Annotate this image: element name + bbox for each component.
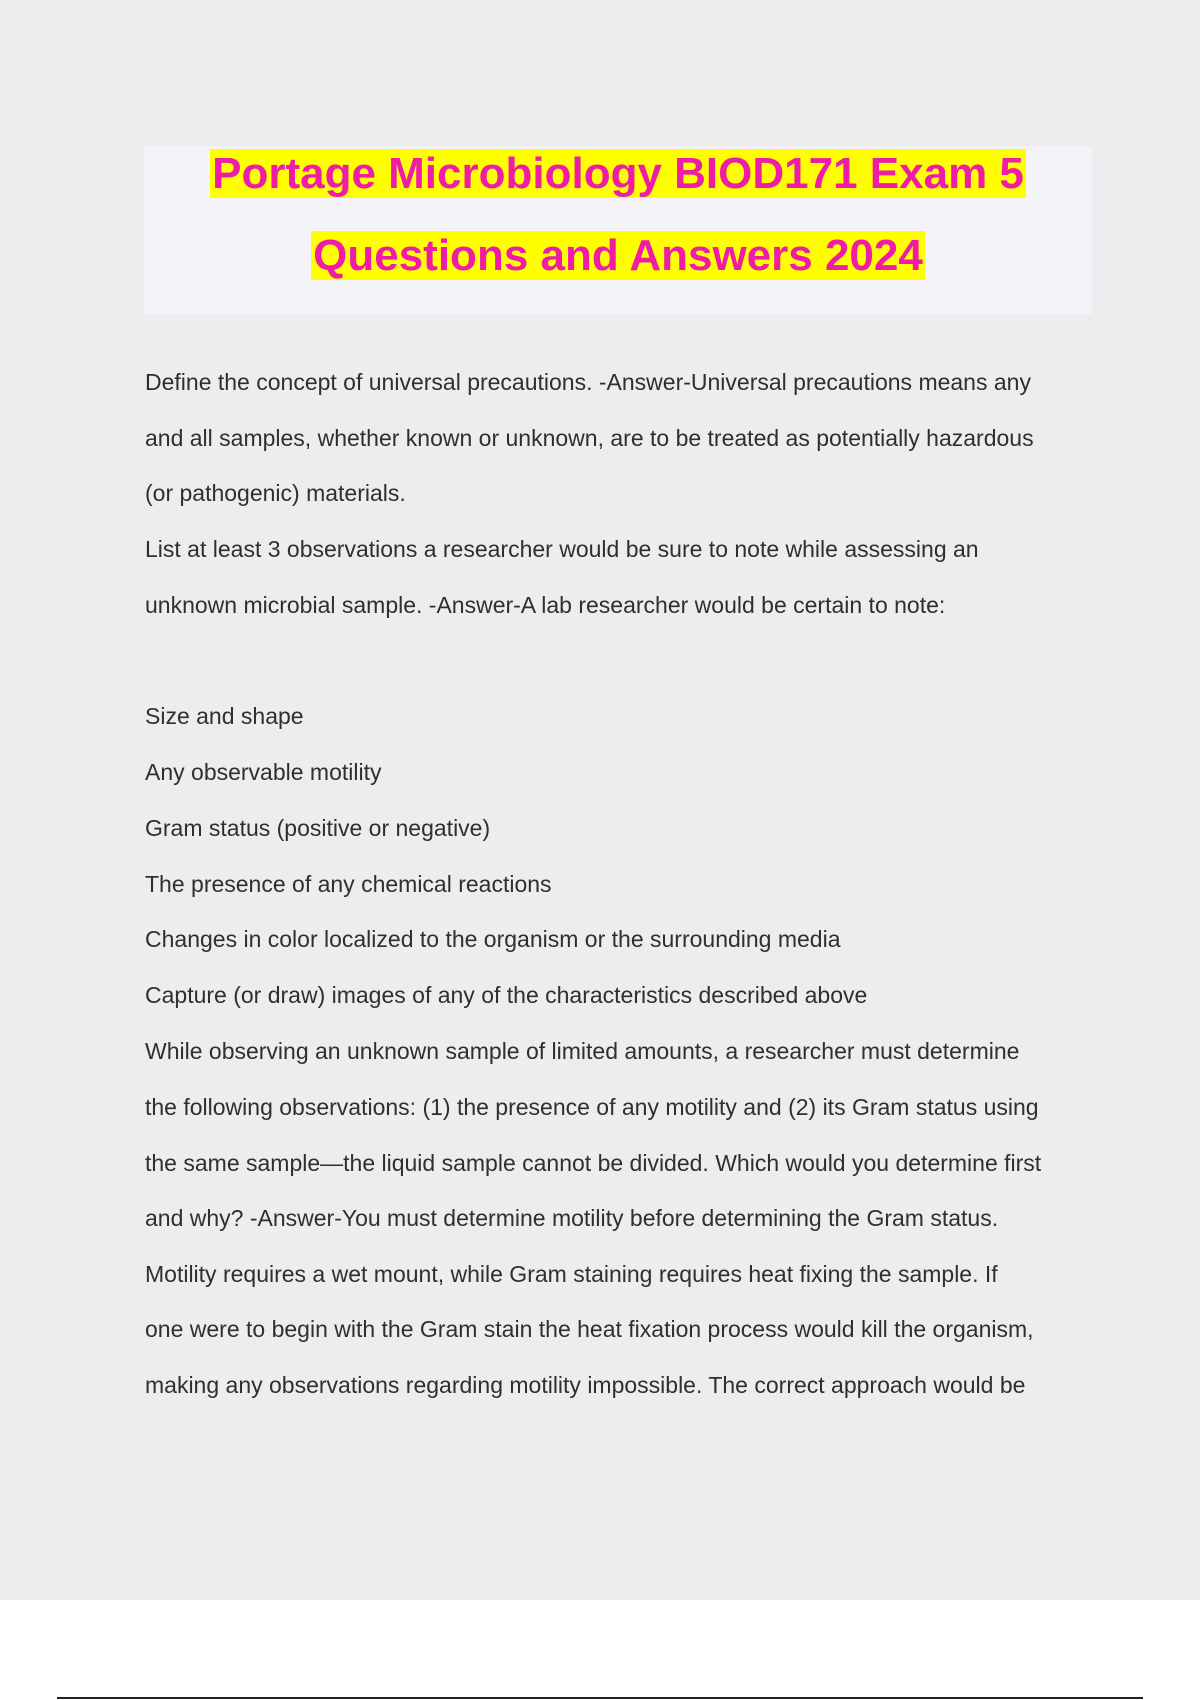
- body-line: List at least 3 observations a researcher would be sure to note while assessing an: [145, 536, 979, 562]
- footer-rule: [57, 1697, 1143, 1699]
- body-line: Motility requires a wet mount, while Gram staining requires heat fixing the sample. If: [145, 1261, 998, 1287]
- body-line: the same sample—the liquid sample cannot be divided. Which would you determine first: [145, 1150, 1042, 1176]
- title-line-2: [144, 230, 1092, 282]
- body-line: Define the concept of universal precautions. -Answer-Universal precautions means any: [145, 369, 1031, 395]
- body-line: one were to begin with the Gram stain the heat fixation process would kill the organism,: [145, 1316, 1034, 1342]
- list-item: The presence of any chemical reactions: [145, 871, 552, 897]
- list-item: Changes in color localized to the organism or the surrounding media: [145, 926, 841, 952]
- body-line: and all samples, whether known or unknown, are to be treated as potentially hazardous: [145, 425, 1034, 451]
- body-line: (or pathogenic) materials.: [145, 480, 406, 506]
- list-item: Size and shape: [145, 703, 304, 729]
- body-line: making any observations regarding motility impossible. The correct approach would be: [145, 1372, 1026, 1398]
- body-line: and why? -Answer-You must determine motility before determining the Gram status.: [145, 1205, 999, 1231]
- title-block: [144, 146, 1092, 314]
- title-line-1-text: Portage Microbiology BIOD171 Exam 5: [212, 149, 1024, 198]
- list-item: Gram status (positive or negative): [145, 815, 491, 841]
- list-item: Capture (or draw) images of any of the characteristics described above: [145, 982, 868, 1008]
- body-line: the following observations: (1) the presence of any motility and (2) its Gram status using: [145, 1094, 1039, 1120]
- body-line: While observing an unknown sample of limited amounts, a researcher must determine: [145, 1038, 1020, 1064]
- list-item: Any observable motility: [145, 759, 382, 785]
- title-line-2-text: Questions and Answers 2024: [313, 231, 923, 280]
- title-line-1: [144, 148, 1092, 200]
- body-line: unknown microbial sample. -Answer-A lab researcher would be certain to note:: [145, 592, 946, 618]
